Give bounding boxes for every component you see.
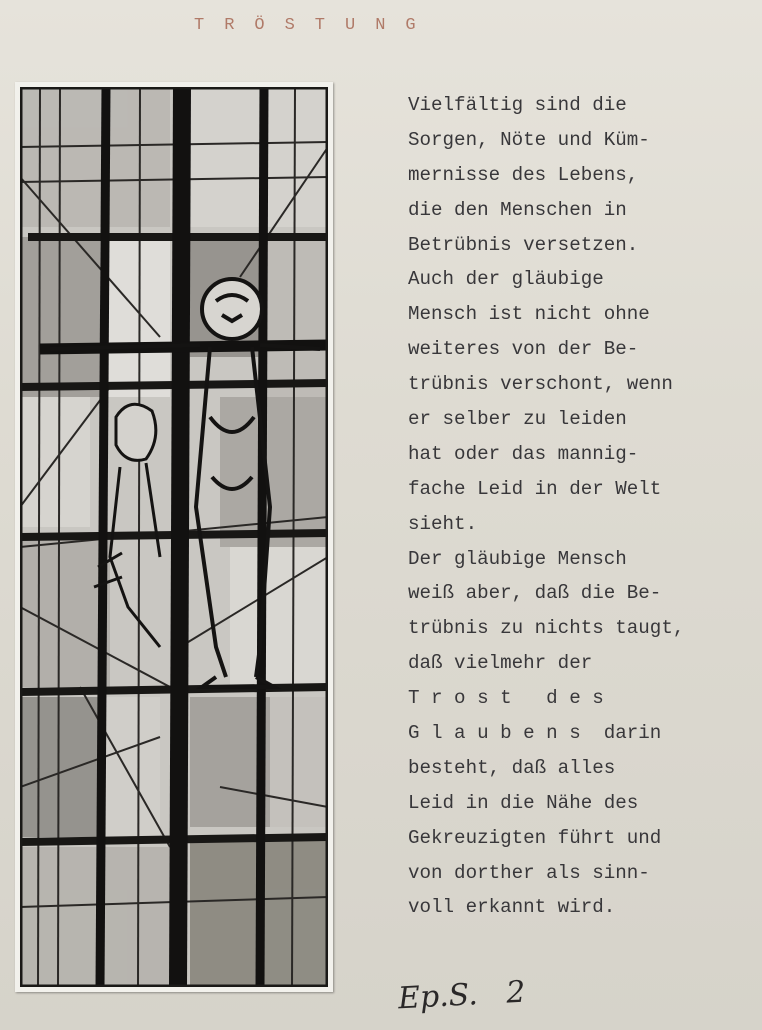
- stained-glass-photo: [15, 82, 333, 992]
- text-line: besteht, daß alles: [408, 756, 616, 779]
- text-line: sieht.: [408, 512, 478, 535]
- text-line: Sorgen, Nöte und Küm-: [408, 128, 650, 151]
- crucifixion-window-image: [20, 87, 328, 987]
- text-line: voll erkannt wird.: [408, 896, 616, 919]
- text-line: hat oder das mannig-: [408, 442, 639, 465]
- text-line: er selber zu leiden: [408, 408, 627, 431]
- handwritten-note-text: Ep.S. 2: [397, 974, 527, 1017]
- text-line: Mensch ist nicht ohne: [408, 303, 650, 326]
- typewritten-text: [408, 88, 758, 925]
- text-line: die den Menschen in: [408, 198, 627, 221]
- text-line: Betrübnis versetzen.: [408, 233, 639, 256]
- text-line: fache Leid in der Welt: [408, 477, 662, 500]
- text-line: G l a u b e n s darin: [408, 722, 662, 745]
- handwritten-note: [397, 974, 598, 1026]
- text-line: Leid in die Nähe des: [408, 791, 639, 814]
- text-line: Vielfältig sind die: [408, 94, 627, 116]
- text-line: trübnis zu nichts taugt,: [408, 617, 685, 640]
- text-line: trübnis verschont, wenn: [408, 373, 673, 396]
- text-line: Gekreuzigten führt und: [408, 826, 662, 849]
- page-title: TRÖSTUNG: [194, 16, 436, 35]
- text-line: T r o s t d e s: [408, 687, 604, 710]
- text-line: mernisse des Lebens,: [408, 163, 639, 186]
- text-line: daß vielmehr der: [408, 652, 593, 675]
- text-line: von dorther als sinn-: [408, 861, 650, 884]
- text-line: weiß aber, daß die Be-: [408, 582, 662, 605]
- text-line: Der gläubige Mensch: [408, 547, 627, 570]
- text-line: Auch der gläubige: [408, 268, 604, 291]
- text-line: weiteres von der Be-: [408, 338, 639, 361]
